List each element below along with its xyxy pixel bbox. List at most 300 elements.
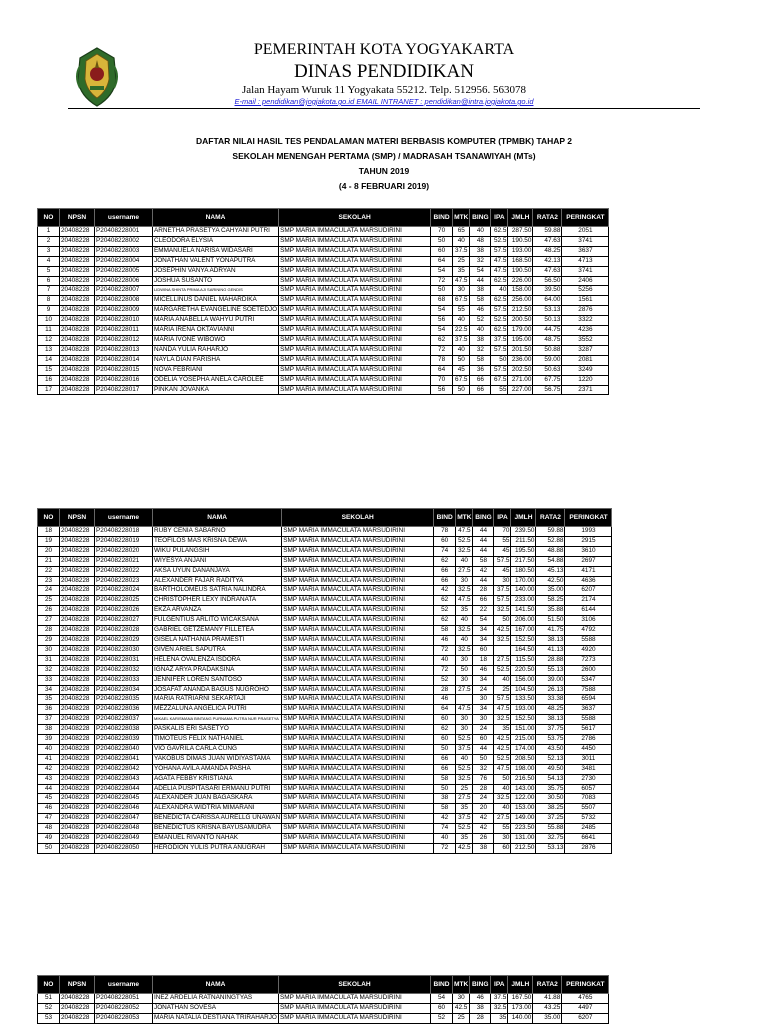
cell-jmlh: 167.50 bbox=[508, 994, 533, 1004]
cell-nama: ADELIA PUSPITASARI ERMANU PUTRI bbox=[153, 784, 282, 794]
cell-bing: 42 bbox=[473, 814, 494, 824]
cell-username: P20408228024 bbox=[95, 586, 153, 596]
cell-ipa: 57.5 bbox=[494, 596, 511, 606]
cell-bing: 60 bbox=[473, 645, 494, 655]
cell-jmlh: 167.00 bbox=[511, 626, 536, 636]
cell-username: P20408228038 bbox=[95, 725, 153, 735]
cell-jmlh: 236.00 bbox=[508, 355, 533, 365]
cell-no: 49 bbox=[38, 834, 60, 844]
cell-no: 53 bbox=[38, 1013, 60, 1023]
cell-peringkat: 3637 bbox=[565, 705, 612, 715]
cell-npsn: 20408228 bbox=[60, 635, 95, 645]
cell-bind: 68 bbox=[431, 296, 453, 306]
table-row bbox=[38, 566, 612, 576]
table-row bbox=[38, 345, 609, 355]
cell-jmlh: 217.50 bbox=[511, 556, 536, 566]
cell-nama: ARNETHA PRASETYA CAHYANI PUTRI bbox=[153, 227, 279, 237]
cell-ipa: 60 bbox=[494, 844, 511, 854]
column-header-jmlh: JMLH bbox=[508, 209, 533, 227]
cell-nama: MIKAEL KARISMANA BINTANG PURNAMA PUTRA NUR PRASETYA bbox=[153, 715, 282, 725]
cell-bing: 52 bbox=[470, 316, 491, 326]
cell-bind: 62 bbox=[431, 335, 453, 345]
cell-no: 46 bbox=[38, 804, 60, 814]
cell-peringkat: 5588 bbox=[565, 715, 612, 725]
cell-ipa: 40 bbox=[494, 804, 511, 814]
cell-mtk: 22.5 bbox=[453, 326, 470, 336]
cell-peringkat: 2051 bbox=[562, 227, 609, 237]
table-row bbox=[38, 1003, 609, 1013]
cell-mtk: 40 bbox=[456, 616, 473, 626]
cell-bind: 60 bbox=[434, 715, 456, 725]
cell-npsn: 20408228 bbox=[60, 784, 95, 794]
cell-rata2: 51.50 bbox=[536, 616, 565, 626]
cell-mtk: 27.5 bbox=[456, 794, 473, 804]
cell-username: P20408228025 bbox=[95, 596, 153, 606]
cell-username: P20408228033 bbox=[95, 675, 153, 685]
cell-nama: ODELIA YOSEPHA ANELA CAROLEE bbox=[153, 375, 279, 385]
cell-rata2: 43.50 bbox=[536, 744, 565, 754]
cell-npsn: 20408228 bbox=[60, 345, 95, 355]
cell-bind: 58 bbox=[434, 774, 456, 784]
cell-ipa: 50 bbox=[491, 355, 508, 365]
cell-peringkat: 4497 bbox=[562, 1003, 609, 1013]
cell-bing: 34 bbox=[473, 675, 494, 685]
cell-peringkat: 6144 bbox=[565, 606, 612, 616]
cell-username: P20408228001 bbox=[95, 227, 153, 237]
cell-jmlh: 143.00 bbox=[511, 784, 536, 794]
cell-bind: 46 bbox=[434, 695, 456, 705]
cell-npsn: 20408228 bbox=[60, 355, 95, 365]
cell-npsn: 20408228 bbox=[60, 286, 95, 296]
cell-ipa: 55 bbox=[491, 385, 508, 395]
table-row bbox=[38, 725, 612, 735]
header-divider bbox=[68, 108, 700, 109]
cell-bing: 46 bbox=[470, 994, 491, 1004]
cell-sekolah: SMP MARIA IMMACULATA MARSUDIRINI bbox=[282, 685, 434, 695]
cell-username: P20408228037 bbox=[95, 715, 153, 725]
cell-no: 22 bbox=[38, 566, 60, 576]
cell-mtk: 37.5 bbox=[456, 814, 473, 824]
cell-rata2: 52.88 bbox=[536, 536, 565, 546]
cell-ipa: 35 bbox=[494, 725, 511, 735]
cell-peringkat: 7588 bbox=[565, 685, 612, 695]
cell-rata2: 59.00 bbox=[533, 355, 562, 365]
table-row bbox=[38, 744, 612, 754]
cell-jmlh: 179.00 bbox=[508, 326, 533, 336]
column-header-peringkat: PERINGKAT bbox=[562, 209, 609, 227]
column-header-username: username bbox=[95, 976, 153, 994]
cell-ipa: 32.5 bbox=[494, 606, 511, 616]
cell-ipa: 25 bbox=[494, 685, 511, 695]
email-link[interactable]: E-mail : pendidikan@jogjakota.go.id EMAIL INTRANET : pendidikan@intra.jogjakota.go.id bbox=[234, 97, 534, 106]
table-row bbox=[38, 596, 612, 606]
cell-sekolah: SMP MARIA IMMACULATA MARSUDIRINI bbox=[279, 256, 431, 266]
table-row bbox=[38, 655, 612, 665]
cell-no: 3 bbox=[38, 246, 60, 256]
cell-sekolah: SMP MARIA IMMACULATA MARSUDIRINI bbox=[279, 345, 431, 355]
cell-ipa: 37.5 bbox=[491, 335, 508, 345]
column-header-ipa: IPA bbox=[491, 209, 508, 227]
cell-npsn: 20408228 bbox=[60, 227, 95, 237]
cell-jmlh: 180.50 bbox=[511, 566, 536, 576]
column-header-bing: BING bbox=[470, 209, 491, 227]
score-table-2 bbox=[37, 508, 612, 854]
cell-npsn: 20408228 bbox=[60, 246, 95, 256]
cell-bing: 54 bbox=[470, 266, 491, 276]
cell-mtk: 35 bbox=[456, 834, 473, 844]
cell-npsn: 20408228 bbox=[60, 606, 95, 616]
cell-peringkat: 3106 bbox=[565, 616, 612, 626]
column-header-mtk: MTK bbox=[453, 209, 470, 227]
cell-bind: 62 bbox=[434, 596, 456, 606]
cell-nama: AKSA UYUN DANANJAYA bbox=[153, 566, 282, 576]
cell-npsn: 20408228 bbox=[60, 385, 95, 395]
cell-bing: 38 bbox=[470, 246, 491, 256]
cell-sekolah: SMP MARIA IMMACULATA MARSUDIRINI bbox=[282, 675, 434, 685]
cell-nama: JONATHAN VALENT YONAPUTRA bbox=[153, 256, 279, 266]
cell-no: 20 bbox=[38, 546, 60, 556]
cell-jmlh: 122.00 bbox=[511, 794, 536, 804]
cell-bind: 40 bbox=[434, 834, 456, 844]
cell-no: 51 bbox=[38, 994, 60, 1004]
cell-username: P20408228011 bbox=[95, 326, 153, 336]
cell-ipa: 30 bbox=[494, 576, 511, 586]
cell-ipa: 47.5 bbox=[494, 764, 511, 774]
cell-mtk: 47.5 bbox=[453, 276, 470, 286]
cell-sekolah: SMP MARIA IMMACULATA MARSUDIRINI bbox=[282, 804, 434, 814]
cell-npsn: 20408228 bbox=[60, 596, 95, 606]
table-header-row bbox=[38, 509, 612, 527]
table-row bbox=[38, 365, 609, 375]
cell-sekolah: SMP MARIA IMMACULATA MARSUDIRINI bbox=[279, 385, 431, 395]
cell-rata2: 42.50 bbox=[536, 576, 565, 586]
cell-peringkat: 5588 bbox=[565, 635, 612, 645]
table-row bbox=[38, 556, 612, 566]
cell-peringkat: 3011 bbox=[565, 754, 612, 764]
table-row bbox=[38, 286, 609, 296]
cell-bind: 50 bbox=[431, 286, 453, 296]
cell-no: 42 bbox=[38, 764, 60, 774]
cell-sekolah: SMP MARIA IMMACULATA MARSUDIRINI bbox=[279, 355, 431, 365]
cell-jmlh: 149.00 bbox=[511, 814, 536, 824]
cell-rata2: 48.25 bbox=[533, 246, 562, 256]
cell-rata2: 38.13 bbox=[536, 635, 565, 645]
cell-rata2: 41.13 bbox=[536, 645, 565, 655]
cell-mtk: 67.5 bbox=[453, 296, 470, 306]
cell-jmlh: 151.00 bbox=[511, 725, 536, 735]
cell-no: 34 bbox=[38, 685, 60, 695]
cell-jmlh: 227.00 bbox=[508, 385, 533, 395]
cell-rata2: 26.13 bbox=[536, 685, 565, 695]
cell-bind: 52 bbox=[434, 675, 456, 685]
cell-sekolah: SMP MARIA IMMACULATA MARSUDIRINI bbox=[282, 834, 434, 844]
table-row bbox=[38, 1013, 609, 1023]
cell-jmlh: 140.00 bbox=[511, 586, 536, 596]
cell-ipa: 52.5 bbox=[491, 316, 508, 326]
cell-npsn: 20408228 bbox=[60, 645, 95, 655]
cell-nama: PINKAN JOVANKA bbox=[153, 385, 279, 395]
cell-nama: BARTHOLOMEUS SATRIA NALINDRA bbox=[153, 586, 282, 596]
cell-nama: CHRISTOPHER LEXY INDRANATA bbox=[153, 596, 282, 606]
cell-sekolah: SMP MARIA IMMACULATA MARSUDIRINI bbox=[282, 754, 434, 764]
cell-rata2: 45.13 bbox=[536, 566, 565, 576]
cell-peringkat: 1561 bbox=[562, 296, 609, 306]
cell-mtk: 37.5 bbox=[453, 335, 470, 345]
cell-npsn: 20408228 bbox=[60, 814, 95, 824]
cell-sekolah: SMP MARIA IMMACULATA MARSUDIRINI bbox=[282, 695, 434, 705]
cell-sekolah: SMP MARIA IMMACULATA MARSUDIRINI bbox=[279, 296, 431, 306]
cell-username: P20408228009 bbox=[95, 306, 153, 316]
cell-bing: 58 bbox=[473, 556, 494, 566]
cell-bind: 56 bbox=[431, 316, 453, 326]
cell-username: P20408228021 bbox=[95, 556, 153, 566]
cell-rata2: 42.13 bbox=[533, 256, 562, 266]
cell-ipa bbox=[494, 645, 511, 655]
cell-peringkat: 2730 bbox=[565, 774, 612, 784]
cell-mtk: 32.5 bbox=[456, 586, 473, 596]
cell-jmlh: 220.50 bbox=[511, 665, 536, 675]
table-row bbox=[38, 784, 612, 794]
cell-nama: NANDA YULIA RAHARJO bbox=[153, 345, 279, 355]
cell-bind: 54 bbox=[431, 306, 453, 316]
cell-username: P20408228026 bbox=[95, 606, 153, 616]
cell-bind: 64 bbox=[434, 705, 456, 715]
cell-no: 23 bbox=[38, 576, 60, 586]
cell-ipa: 55 bbox=[494, 536, 511, 546]
cell-rata2: 47.63 bbox=[533, 266, 562, 276]
table-row bbox=[38, 326, 609, 336]
cell-username: P20408228018 bbox=[95, 527, 153, 537]
cell-npsn: 20408228 bbox=[60, 576, 95, 586]
column-header-peringkat: PERINGKAT bbox=[565, 509, 612, 527]
cell-peringkat: 6207 bbox=[565, 586, 612, 596]
cell-npsn: 20408228 bbox=[60, 1013, 95, 1023]
cell-rata2: 53.13 bbox=[536, 844, 565, 854]
cell-mtk: 27.5 bbox=[456, 566, 473, 576]
cell-npsn: 20408228 bbox=[60, 566, 95, 576]
cell-username: P20408228053 bbox=[95, 1013, 153, 1023]
cell-jmlh: 206.00 bbox=[511, 616, 536, 626]
column-header-username: username bbox=[95, 509, 153, 527]
cell-npsn: 20408228 bbox=[60, 715, 95, 725]
cell-bind: 74 bbox=[434, 546, 456, 556]
cell-bing: 58 bbox=[470, 355, 491, 365]
cell-bind: 28 bbox=[434, 685, 456, 695]
cell-peringkat: 3249 bbox=[562, 365, 609, 375]
cell-jmlh: 174.00 bbox=[511, 744, 536, 754]
cell-rata2: 47.63 bbox=[533, 236, 562, 246]
cell-sekolah: SMP MARIA IMMACULATA MARSUDIRINI bbox=[279, 1003, 431, 1013]
cell-no: 4 bbox=[38, 256, 60, 266]
cell-jmlh: 140.00 bbox=[508, 1013, 533, 1023]
cell-jmlh: 153.00 bbox=[511, 804, 536, 814]
cell-jmlh: 115.50 bbox=[511, 655, 536, 665]
cell-ipa: 62.5 bbox=[491, 326, 508, 336]
cell-rata2: 37.25 bbox=[536, 814, 565, 824]
cell-bind: 58 bbox=[434, 804, 456, 814]
cell-no: 11 bbox=[38, 326, 60, 336]
cell-bind: 72 bbox=[431, 276, 453, 286]
cell-bing: 34 bbox=[473, 705, 494, 715]
cell-npsn: 20408228 bbox=[60, 794, 95, 804]
cell-username: P20408228016 bbox=[95, 375, 153, 385]
cell-npsn: 20408228 bbox=[60, 306, 95, 316]
cell-bind: 38 bbox=[434, 794, 456, 804]
cell-jmlh: 287.50 bbox=[508, 227, 533, 237]
cell-nama: MARIA IRENA OKTAVIANNI bbox=[153, 326, 279, 336]
cell-bing: 44 bbox=[473, 536, 494, 546]
cell-bing: 38 bbox=[470, 1003, 491, 1013]
column-header-nama: NAMA bbox=[153, 509, 282, 527]
cell-username: P20408228035 bbox=[95, 695, 153, 705]
cell-no: 12 bbox=[38, 335, 60, 345]
cell-mtk: 55 bbox=[453, 306, 470, 316]
cell-sekolah: SMP MARIA IMMACULATA MARSUDIRINI bbox=[279, 246, 431, 256]
cell-username: P20408228034 bbox=[95, 685, 153, 695]
cell-jmlh: 202.50 bbox=[508, 365, 533, 375]
table-row bbox=[38, 266, 609, 276]
cell-sekolah: SMP MARIA IMMACULATA MARSUDIRINI bbox=[282, 744, 434, 754]
cell-jmlh: 190.50 bbox=[508, 236, 533, 246]
cell-jmlh: 173.00 bbox=[508, 1003, 533, 1013]
table-row bbox=[38, 385, 609, 395]
table-row bbox=[38, 586, 612, 596]
column-header-bing: BING bbox=[473, 509, 494, 527]
cell-npsn: 20408228 bbox=[60, 705, 95, 715]
cell-bind: 42 bbox=[434, 586, 456, 596]
cell-username: P20408228023 bbox=[95, 576, 153, 586]
table-row bbox=[38, 236, 609, 246]
cell-peringkat: 2406 bbox=[562, 276, 609, 286]
cell-mtk: 30 bbox=[456, 655, 473, 665]
cell-sekolah: SMP MARIA IMMACULATA MARSUDIRINI bbox=[279, 306, 431, 316]
cell-bing: 58 bbox=[470, 296, 491, 306]
cell-mtk: 52.5 bbox=[456, 735, 473, 745]
title-line-2: SEKOLAH MENENGAH PERTAMA (SMP) / MADRASAH TSANAWIYAH (MTs) bbox=[232, 151, 536, 161]
cell-nama: HERODION YULIS PUTRA ANUGRAH bbox=[153, 844, 282, 854]
cell-bind: 66 bbox=[434, 764, 456, 774]
cell-ipa: 45 bbox=[494, 566, 511, 576]
cell-bing: 40 bbox=[470, 227, 491, 237]
cell-mtk: 37.5 bbox=[453, 246, 470, 256]
cell-no: 37 bbox=[38, 715, 60, 725]
cell-sekolah: SMP MARIA IMMACULATA MARSUDIRINI bbox=[282, 626, 434, 636]
cell-nama: LIDWINA SHINTA PRIMA AJI SARINING GENDIS bbox=[153, 286, 279, 296]
cell-jmlh: 195.00 bbox=[508, 335, 533, 345]
cell-npsn: 20408228 bbox=[60, 655, 95, 665]
cell-mtk: 40 bbox=[456, 556, 473, 566]
cell-bind: 74 bbox=[434, 824, 456, 834]
cell-bing: 66 bbox=[470, 385, 491, 395]
cell-bind: 58 bbox=[434, 626, 456, 636]
cell-ipa: 70 bbox=[494, 527, 511, 537]
cell-sekolah: SMP MARIA IMMACULATA MARSUDIRINI bbox=[282, 784, 434, 794]
cell-sekolah: SMP MARIA IMMACULATA MARSUDIRINI bbox=[282, 616, 434, 626]
cell-npsn: 20408228 bbox=[60, 844, 95, 854]
cell-no: 26 bbox=[38, 606, 60, 616]
cell-bing: 24 bbox=[473, 725, 494, 735]
cell-mtk: 45 bbox=[453, 365, 470, 375]
cell-npsn: 20408228 bbox=[60, 586, 95, 596]
column-header-ipa: IPA bbox=[494, 509, 511, 527]
cell-mtk: 35 bbox=[453, 266, 470, 276]
cell-ipa: 47.5 bbox=[491, 256, 508, 266]
cell-npsn: 20408228 bbox=[60, 365, 95, 375]
cell-bing: 28 bbox=[473, 784, 494, 794]
email-line[interactable] bbox=[0, 97, 768, 106]
cell-peringkat: 4792 bbox=[565, 626, 612, 636]
cell-sekolah: SMP MARIA IMMACULATA MARSUDIRINI bbox=[282, 705, 434, 715]
cell-rata2: 39.00 bbox=[536, 675, 565, 685]
cell-jmlh: 152.50 bbox=[511, 635, 536, 645]
cell-ipa: 27.5 bbox=[494, 814, 511, 824]
cell-jmlh: 239.50 bbox=[511, 527, 536, 537]
cell-ipa: 40 bbox=[494, 784, 511, 794]
cell-bing: 50 bbox=[473, 754, 494, 764]
cell-bing: 20 bbox=[473, 804, 494, 814]
cell-sekolah: SMP MARIA IMMACULATA MARSUDIRINI bbox=[279, 236, 431, 246]
cell-jmlh: 223.50 bbox=[511, 824, 536, 834]
cell-rata2: 48.25 bbox=[536, 705, 565, 715]
cell-nama: WIKU PULANGSIH bbox=[153, 546, 282, 556]
cell-nama: GIVEN ARIEL SAPUTRA bbox=[153, 645, 282, 655]
cell-npsn: 20408228 bbox=[60, 764, 95, 774]
cell-nama: MARIA IVONE WIBOWO bbox=[153, 335, 279, 345]
cell-username: P20408228039 bbox=[95, 735, 153, 745]
cell-rata2: 38.13 bbox=[536, 715, 565, 725]
table-row bbox=[38, 316, 609, 326]
cell-bind: 46 bbox=[434, 635, 456, 645]
cell-bing: 38 bbox=[473, 844, 494, 854]
cell-bind: 60 bbox=[434, 735, 456, 745]
table-row bbox=[38, 705, 612, 715]
cell-username: P20408228008 bbox=[95, 296, 153, 306]
cell-bind: 50 bbox=[434, 744, 456, 754]
cell-bing: 40 bbox=[470, 326, 491, 336]
cell-nama: MARIA NATALIA DESTIANA TRIRAHARJO bbox=[153, 1013, 279, 1023]
cell-mtk: 30 bbox=[456, 675, 473, 685]
cell-no: 14 bbox=[38, 355, 60, 365]
cell-bind: 56 bbox=[431, 385, 453, 395]
cell-mtk: 65 bbox=[453, 227, 470, 237]
table-row bbox=[38, 576, 612, 586]
cell-peringkat: 4636 bbox=[565, 576, 612, 586]
cell-peringkat: 3552 bbox=[562, 335, 609, 345]
cell-bind: 54 bbox=[431, 994, 453, 1004]
cell-bind: 60 bbox=[434, 536, 456, 546]
table-row bbox=[38, 626, 612, 636]
cell-ipa: 45 bbox=[494, 546, 511, 556]
cell-nama: JENNIFER LOREN SANTOSO bbox=[153, 675, 282, 685]
cell-bing: 66 bbox=[470, 375, 491, 385]
cell-peringkat: 6057 bbox=[565, 784, 612, 794]
cell-nama: CLEODORA ELYSIA bbox=[153, 236, 279, 246]
cell-sekolah: SMP MARIA IMMACULATA MARSUDIRINI bbox=[279, 227, 431, 237]
cell-peringkat: 5507 bbox=[565, 804, 612, 814]
cell-rata2: 43.25 bbox=[533, 1003, 562, 1013]
cell-ipa: 42.5 bbox=[494, 626, 511, 636]
cell-mtk: 40 bbox=[453, 316, 470, 326]
cell-bind: 70 bbox=[431, 375, 453, 385]
address: Jalan Hayam Wuruk 11 Yogyakata 55212. Telp. 512956. 563078 bbox=[242, 84, 526, 96]
cell-ipa: 32.5 bbox=[491, 1003, 508, 1013]
cell-no: 38 bbox=[38, 725, 60, 735]
cell-npsn: 20408228 bbox=[60, 1003, 95, 1013]
table-row bbox=[38, 335, 609, 345]
cell-username: P20408228048 bbox=[95, 824, 153, 834]
cell-sekolah: SMP MARIA IMMACULATA MARSUDIRINI bbox=[279, 326, 431, 336]
cell-jmlh: 152.50 bbox=[511, 715, 536, 725]
